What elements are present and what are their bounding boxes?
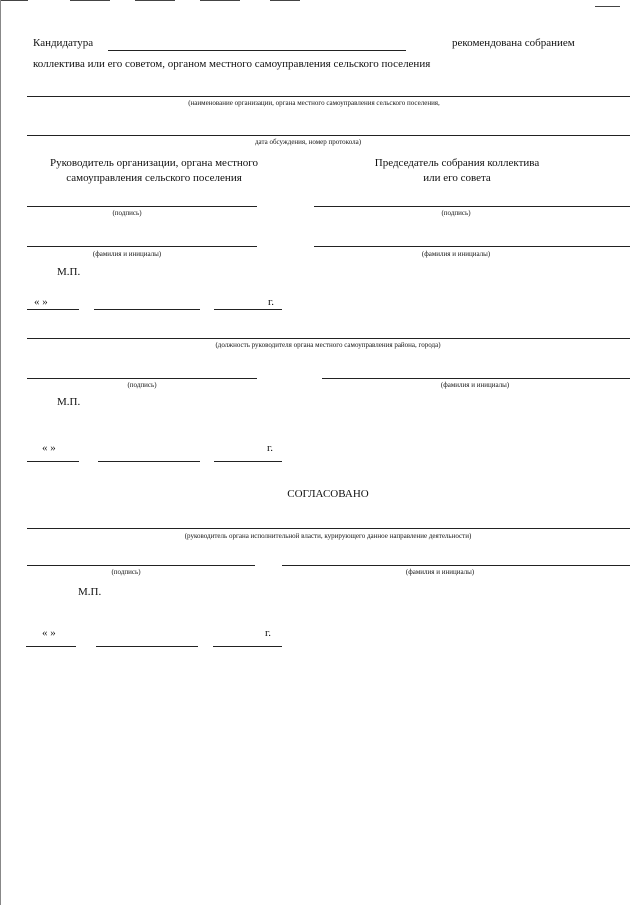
- exec-name-field[interactable]: [282, 565, 630, 566]
- candidacy-label: Кандидатура: [33, 37, 94, 49]
- district-name-caption: (фамилия и инициалы): [440, 381, 510, 389]
- year-suffix-3: г.: [265, 627, 272, 639]
- page-edge: [0, 0, 1, 905]
- discussion-field[interactable]: [27, 135, 630, 136]
- district-signature-caption: (подпись): [127, 381, 157, 389]
- scan-artifact: [135, 0, 175, 1]
- agreed-heading: СОГЛАСОВАНО: [287, 488, 369, 500]
- right-name-caption: (фамилия и инициалы): [421, 250, 491, 258]
- stamp-mark-3: М.П.: [78, 586, 102, 598]
- date-year-field-2[interactable]: [214, 461, 282, 462]
- date-month-field-1[interactable]: [94, 309, 200, 310]
- candidate-name-field[interactable]: [108, 50, 406, 51]
- date-day-field-1[interactable]: [27, 309, 79, 310]
- district-signature-field[interactable]: [27, 378, 257, 379]
- exec-head-caption: (руководитель органа исполнительной власти, курирующего данное направление деятельности): [184, 532, 472, 540]
- district-position-field[interactable]: [27, 338, 630, 339]
- district-name-field[interactable]: [322, 378, 630, 379]
- date-month-field-3[interactable]: [96, 646, 198, 647]
- candidacy-line-2: коллектива или его советом, органом местного самоуправления сельского поселения: [33, 58, 431, 70]
- left-signature-caption: (подпись): [112, 209, 142, 217]
- date-day-field-2[interactable]: [27, 461, 79, 462]
- left-head-title-1: Руководитель организации, органа местного: [49, 157, 259, 169]
- org-name-field[interactable]: [27, 96, 630, 97]
- year-suffix-2: г.: [267, 442, 274, 454]
- date-month-field-2[interactable]: [98, 461, 200, 462]
- right-head-title-2: или его совета: [423, 172, 491, 184]
- stamp-mark-2: М.П.: [57, 396, 81, 408]
- right-head-title-1: Председатель собрания коллектива: [374, 157, 540, 169]
- right-signature-field[interactable]: [314, 206, 630, 207]
- org-name-caption: (наименование организации, органа местного самоуправления сельского поселения,: [188, 99, 440, 107]
- date-day-field-3[interactable]: [26, 646, 76, 647]
- scan-artifact: [70, 0, 110, 1]
- recommended-text: рекомендована собранием: [452, 37, 575, 49]
- scan-artifact: [200, 0, 240, 1]
- year-suffix-1: г.: [268, 296, 275, 308]
- exec-name-caption: (фамилия и инициалы): [405, 568, 475, 576]
- scan-artifact: [595, 6, 620, 7]
- left-signature-field[interactable]: [27, 206, 257, 207]
- exec-head-field[interactable]: [27, 528, 630, 529]
- right-signature-caption: (подпись): [441, 209, 471, 217]
- left-name-caption: (фамилия и инициалы): [92, 250, 162, 258]
- right-name-field[interactable]: [314, 246, 630, 247]
- date-quotes-2: « »: [42, 442, 56, 454]
- date-quotes-1: « »: [34, 296, 48, 308]
- district-position-caption: (должность руководителя органа местного самоуправления района, города): [215, 341, 441, 349]
- date-year-field-3[interactable]: [213, 646, 282, 647]
- discussion-caption: дата обсуждения, номер протокола): [254, 138, 362, 146]
- scan-artifact: [0, 0, 28, 1]
- date-year-field-1[interactable]: [214, 309, 282, 310]
- date-quotes-3: « »: [42, 627, 56, 639]
- stamp-mark-1: М.П.: [57, 266, 81, 278]
- left-name-field[interactable]: [27, 246, 257, 247]
- exec-signature-caption: (подпись): [111, 568, 141, 576]
- exec-signature-field[interactable]: [27, 565, 255, 566]
- left-head-title-2: самоуправления сельского поселения: [66, 172, 242, 184]
- scan-artifact: [270, 0, 300, 1]
